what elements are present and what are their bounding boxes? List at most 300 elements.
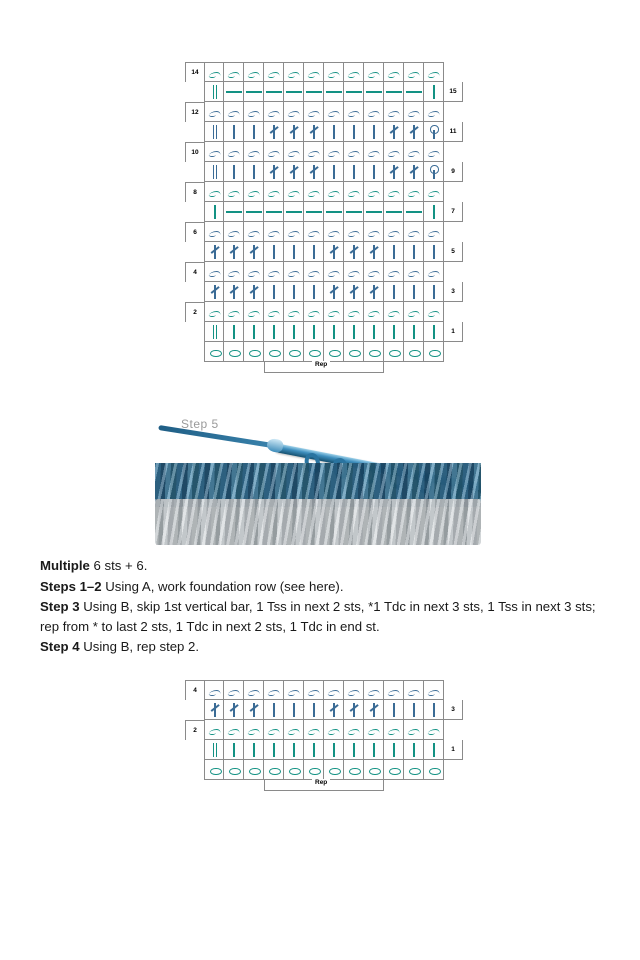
chart-cell (304, 342, 324, 362)
chart-cell (204, 202, 224, 222)
chart-cell (204, 282, 224, 302)
chart-cell (224, 302, 244, 322)
tdc-symbol-icon (324, 282, 343, 301)
step-photo-label: Step 5 (181, 417, 219, 431)
chart-cell (424, 122, 444, 142)
chart-cell (224, 142, 244, 162)
chart-cell (204, 62, 224, 82)
tilde-symbol-icon (264, 102, 283, 121)
chart-cell (384, 740, 404, 760)
tilde-symbol-icon (205, 63, 223, 81)
chart-cell (304, 62, 324, 82)
chart-cells (204, 720, 444, 740)
chart-cells (204, 322, 444, 342)
instruction-line (40, 597, 606, 636)
grey-fabric (155, 499, 481, 545)
bar-symbol-icon (324, 740, 343, 759)
repeat-stitch-chart (185, 680, 463, 794)
chart-cell (304, 700, 324, 720)
bar-symbol-icon (264, 242, 283, 261)
chart-cell (344, 322, 364, 342)
chart-cell (244, 302, 264, 322)
tilde-symbol-icon (224, 182, 243, 201)
instruction-text: Using A, work foundation row (see here). (101, 578, 344, 594)
chart-cells (204, 62, 444, 82)
row-label-left (185, 322, 204, 342)
chart-cell (304, 322, 324, 342)
row-label-left: 14 (185, 62, 204, 82)
endst-symbol-icon (424, 162, 443, 181)
instruction-line (40, 637, 606, 657)
chart-cell (224, 700, 244, 720)
chart-cell (344, 102, 364, 122)
chart-cell (404, 322, 424, 342)
rep-label: Rep (312, 779, 330, 786)
chart-cell (364, 322, 384, 342)
chart-cell (324, 202, 344, 222)
row-label-left: 6 (185, 222, 204, 242)
tilde-symbol-icon (324, 262, 343, 281)
chart-row (185, 202, 463, 222)
chart-cell (424, 680, 444, 700)
instruction-text: Using B, skip 1st vertical bar, 1 Tss in next 2 sts, *1 Tdc in next 3 sts, 1 Tss in next 3 sts; rep from * to last 2 sts, 1 Tdc in next 2 sts, 1 Tdc in end st. (40, 599, 596, 634)
chart-cell (224, 122, 244, 142)
chart-cells (204, 142, 444, 162)
chart-cell (224, 760, 244, 780)
tilde-symbol-icon (384, 63, 403, 81)
chart-cells (204, 282, 444, 302)
chart-cell (424, 162, 444, 182)
bar-symbol-icon (224, 740, 243, 759)
tilde-symbol-icon (384, 222, 403, 241)
chart-cell (224, 342, 244, 362)
chart-cell (424, 102, 444, 122)
tdc-symbol-icon (205, 700, 223, 719)
chart-row (185, 302, 463, 322)
tdc-symbol-icon (384, 162, 403, 181)
tilde-symbol-icon (284, 142, 303, 161)
chart-cell (264, 680, 284, 700)
chart-cell (364, 700, 384, 720)
chart-cell (384, 142, 404, 162)
dash-symbol-icon (284, 202, 303, 221)
tdc-symbol-icon (344, 700, 363, 719)
chart-cells (204, 700, 444, 720)
chart-cell (304, 162, 324, 182)
dash-symbol-icon (404, 82, 423, 101)
row-label-right: 11 (444, 122, 463, 142)
bar-symbol-icon (205, 202, 223, 221)
chart-cell (204, 760, 224, 780)
dbar-symbol-icon (205, 322, 223, 341)
chart-row (185, 282, 463, 302)
chain-symbol-icon (244, 342, 263, 361)
chain-symbol-icon (384, 760, 403, 779)
row-label-left (185, 242, 204, 262)
chart-cell (224, 102, 244, 122)
chart-cell (364, 82, 384, 102)
chart-row (185, 262, 463, 282)
instruction-label: Step 4 (40, 639, 80, 654)
chart-cell (244, 82, 264, 102)
chart-cell (244, 740, 264, 760)
tilde-symbol-icon (364, 182, 383, 201)
bar-symbol-icon (424, 282, 443, 301)
chart-cell (324, 760, 344, 780)
tilde-symbol-icon (344, 63, 363, 81)
instructions-block (40, 556, 606, 658)
tilde-symbol-icon (364, 681, 383, 699)
chart-row (185, 102, 463, 122)
tilde-symbol-icon (264, 142, 283, 161)
chart-cell (204, 142, 224, 162)
chart-cell (404, 102, 424, 122)
chart-cell (324, 680, 344, 700)
chart-cell (384, 322, 404, 342)
chart-cell (344, 680, 364, 700)
bar-symbol-icon (424, 740, 443, 759)
chart-cell (404, 262, 424, 282)
chart-cell (324, 342, 344, 362)
chart-cell (324, 142, 344, 162)
chart-cell (344, 262, 364, 282)
bar-symbol-icon (244, 162, 263, 181)
chart-cell (224, 720, 244, 740)
chart-cell (204, 700, 224, 720)
chart-row (185, 62, 463, 82)
chart-cell (364, 720, 384, 740)
row-label-right: 9 (444, 162, 463, 182)
row-label-left (185, 282, 204, 302)
bar-symbol-icon (264, 282, 283, 301)
chart-cell (244, 680, 264, 700)
tilde-symbol-icon (344, 262, 363, 281)
chain-symbol-icon (284, 342, 303, 361)
chart-cell (204, 302, 224, 322)
tilde-symbol-icon (244, 681, 263, 699)
chart-cell (424, 342, 444, 362)
row-label-left: 4 (185, 680, 204, 700)
chart-cell (264, 82, 284, 102)
bar-symbol-icon (264, 700, 283, 719)
chart-cell (324, 700, 344, 720)
chain-symbol-icon (324, 342, 343, 361)
tilde-symbol-icon (205, 142, 223, 161)
chart-cells (204, 122, 444, 142)
chart-cell (324, 122, 344, 142)
tilde-symbol-icon (205, 262, 223, 281)
tdc-symbol-icon (244, 282, 263, 301)
chart-cell (364, 760, 384, 780)
chart-cell (424, 760, 444, 780)
bar-symbol-icon (364, 740, 383, 759)
chart-cell (264, 202, 284, 222)
chart-cells (204, 740, 444, 760)
chart-row (185, 82, 463, 102)
bar-symbol-icon (424, 242, 443, 261)
chart-cell (284, 302, 304, 322)
dbar-symbol-icon (205, 740, 223, 759)
chart-cell (424, 700, 444, 720)
chart-cell (304, 102, 324, 122)
chart-cell (324, 62, 344, 82)
chart-cell (284, 102, 304, 122)
chart-cell (404, 282, 424, 302)
chart-cell (244, 282, 264, 302)
chart-row-container (185, 62, 463, 362)
chart-cell (324, 282, 344, 302)
tilde-symbol-icon (404, 720, 423, 739)
chart-cell (244, 262, 264, 282)
tilde-symbol-icon (324, 681, 343, 699)
chart-cell (364, 222, 384, 242)
chart-cell (284, 142, 304, 162)
chart-cell (224, 680, 244, 700)
bar-symbol-icon (344, 740, 363, 759)
chart-cell (324, 162, 344, 182)
chart-cell (264, 342, 284, 362)
chart-cell (284, 122, 304, 142)
chart-cell (384, 162, 404, 182)
chart-cell (224, 262, 244, 282)
rep-bracket-row (185, 780, 463, 794)
row-label-left (185, 162, 204, 182)
tilde-symbol-icon (264, 222, 283, 241)
chain-symbol-icon (304, 342, 323, 361)
tilde-symbol-icon (424, 142, 443, 161)
chart-cell (384, 102, 404, 122)
tdc-symbol-icon (304, 162, 323, 181)
chart-row (185, 142, 463, 162)
chart-cell (244, 182, 264, 202)
dbar-symbol-icon (205, 162, 223, 181)
chart-cell (244, 202, 264, 222)
chart-cell (204, 122, 224, 142)
chart-cell (424, 222, 444, 242)
chart-cell (204, 222, 224, 242)
chart-cells (204, 182, 444, 202)
row-label-right (444, 302, 463, 322)
bar-symbol-icon (364, 322, 383, 341)
chain-symbol-icon (404, 760, 423, 779)
chart-cell (404, 202, 424, 222)
chart-cell (264, 262, 284, 282)
bar-symbol-icon (284, 242, 303, 261)
dbar-symbol-icon (205, 82, 223, 101)
tilde-symbol-icon (205, 222, 223, 241)
dash-symbol-icon (324, 202, 343, 221)
chart-cell (204, 242, 224, 262)
tilde-symbol-icon (224, 302, 243, 321)
chart-cell (244, 242, 264, 262)
bar-symbol-icon (244, 122, 263, 141)
bar-symbol-icon (284, 740, 303, 759)
chart-cell (244, 222, 264, 242)
chart-cell (344, 202, 364, 222)
tdc-symbol-icon (244, 242, 263, 261)
chart-cell (244, 322, 264, 342)
tdc-symbol-icon (205, 282, 223, 301)
dash-symbol-icon (384, 82, 403, 101)
chain-symbol-icon (364, 342, 383, 361)
tilde-symbol-icon (324, 142, 343, 161)
tdc-symbol-icon (304, 122, 323, 141)
chart-cell (224, 740, 244, 760)
tilde-symbol-icon (424, 262, 443, 281)
chart-cell (224, 242, 244, 262)
chart-cell (404, 342, 424, 362)
bar-symbol-icon (364, 122, 383, 141)
chart-row (185, 222, 463, 242)
tdc-symbol-icon (284, 122, 303, 141)
chart-cell (244, 700, 264, 720)
chart-cell (324, 262, 344, 282)
chart-cell (264, 720, 284, 740)
bar-symbol-icon (384, 700, 403, 719)
chart-cell (284, 740, 304, 760)
chart-cell (204, 322, 224, 342)
chart-cell (344, 142, 364, 162)
bar-symbol-icon (244, 740, 263, 759)
chart-cell (384, 720, 404, 740)
tilde-symbol-icon (364, 102, 383, 121)
row-label-right: 1 (444, 740, 463, 760)
chart-cell (404, 760, 424, 780)
tdc-symbol-icon (364, 242, 383, 261)
tilde-symbol-icon (424, 302, 443, 321)
chart-cell (284, 322, 304, 342)
chart-cell (324, 720, 344, 740)
chart-cell (384, 202, 404, 222)
chart-cells (204, 242, 444, 262)
tilde-symbol-icon (384, 102, 403, 121)
chain-symbol-icon (404, 342, 423, 361)
tilde-symbol-icon (244, 262, 263, 281)
bar-symbol-icon (404, 282, 423, 301)
tilde-symbol-icon (224, 681, 243, 699)
chart-cell (324, 322, 344, 342)
chart-cell (404, 162, 424, 182)
tdc-symbol-icon (384, 122, 403, 141)
bar-symbol-icon (264, 740, 283, 759)
chart-cell (264, 282, 284, 302)
chart-cell (384, 262, 404, 282)
chart-cell (424, 262, 444, 282)
chart-cell (344, 182, 364, 202)
tilde-symbol-icon (304, 681, 323, 699)
chart-cell (284, 242, 304, 262)
tilde-symbol-icon (344, 182, 363, 201)
bar-symbol-icon (304, 322, 323, 341)
chain-symbol-icon (264, 760, 283, 779)
dash-symbol-icon (264, 82, 283, 101)
tilde-symbol-icon (424, 222, 443, 241)
dbar-symbol-icon (205, 122, 223, 141)
chart-cell (324, 302, 344, 322)
dash-symbol-icon (244, 82, 263, 101)
chart-cell (304, 720, 324, 740)
tilde-symbol-icon (404, 63, 423, 81)
tilde-symbol-icon (424, 102, 443, 121)
tilde-symbol-icon (304, 63, 323, 81)
chart-cell (264, 102, 284, 122)
bar-symbol-icon (404, 322, 423, 341)
chart-cell (384, 302, 404, 322)
chart-cell (384, 242, 404, 262)
tilde-symbol-icon (384, 681, 403, 699)
dash-symbol-icon (224, 202, 243, 221)
row-label-left: 2 (185, 720, 204, 740)
tilde-symbol-icon (284, 681, 303, 699)
tilde-symbol-icon (424, 182, 443, 201)
chart-cell (364, 740, 384, 760)
tdc-symbol-icon (224, 242, 243, 261)
chart-cell (364, 62, 384, 82)
bar-symbol-icon (224, 122, 243, 141)
chain-symbol-icon (284, 760, 303, 779)
chart-cell (424, 242, 444, 262)
chart-cell (364, 102, 384, 122)
chart-cell (304, 760, 324, 780)
bar-symbol-icon (304, 282, 323, 301)
chart-cell (424, 142, 444, 162)
row-label-left: 10 (185, 142, 204, 162)
tilde-symbol-icon (324, 302, 343, 321)
chart-cell (284, 720, 304, 740)
chart-cell (344, 700, 364, 720)
endst-symbol-icon (424, 122, 443, 141)
tilde-symbol-icon (205, 302, 223, 321)
chart-cells (204, 342, 444, 362)
tilde-symbol-icon (304, 182, 323, 201)
chart-cells (204, 82, 444, 102)
tilde-symbol-icon (304, 720, 323, 739)
tdc-symbol-icon (284, 162, 303, 181)
instruction-line (40, 556, 606, 576)
tilde-symbol-icon (384, 262, 403, 281)
bar-symbol-icon (384, 322, 403, 341)
bar-symbol-icon (344, 322, 363, 341)
tilde-symbol-icon (244, 102, 263, 121)
rep-label: Rep (312, 361, 330, 368)
chart-cell (424, 720, 444, 740)
tilde-symbol-icon (264, 720, 283, 739)
instruction-label: Step 3 (40, 599, 80, 614)
bar-symbol-icon (344, 122, 363, 141)
chart-cell (264, 322, 284, 342)
chart-cell (224, 62, 244, 82)
tilde-symbol-icon (224, 142, 243, 161)
tilde-symbol-icon (224, 63, 243, 81)
chart-cell (404, 222, 424, 242)
chart-cell (364, 182, 384, 202)
chart-cell (404, 122, 424, 142)
chart-cell (364, 262, 384, 282)
tilde-symbol-icon (384, 720, 403, 739)
tilde-symbol-icon (364, 720, 383, 739)
chart-cell (364, 122, 384, 142)
bar-symbol-icon (424, 322, 443, 341)
row-label-right: 3 (444, 282, 463, 302)
bar-symbol-icon (224, 322, 243, 341)
tilde-symbol-icon (244, 302, 263, 321)
row-label-right (444, 342, 463, 362)
row-label-left: 4 (185, 262, 204, 282)
chain-symbol-icon (304, 760, 323, 779)
chart-cell (224, 182, 244, 202)
bar-symbol-icon (304, 242, 323, 261)
chart-cells (204, 262, 444, 282)
